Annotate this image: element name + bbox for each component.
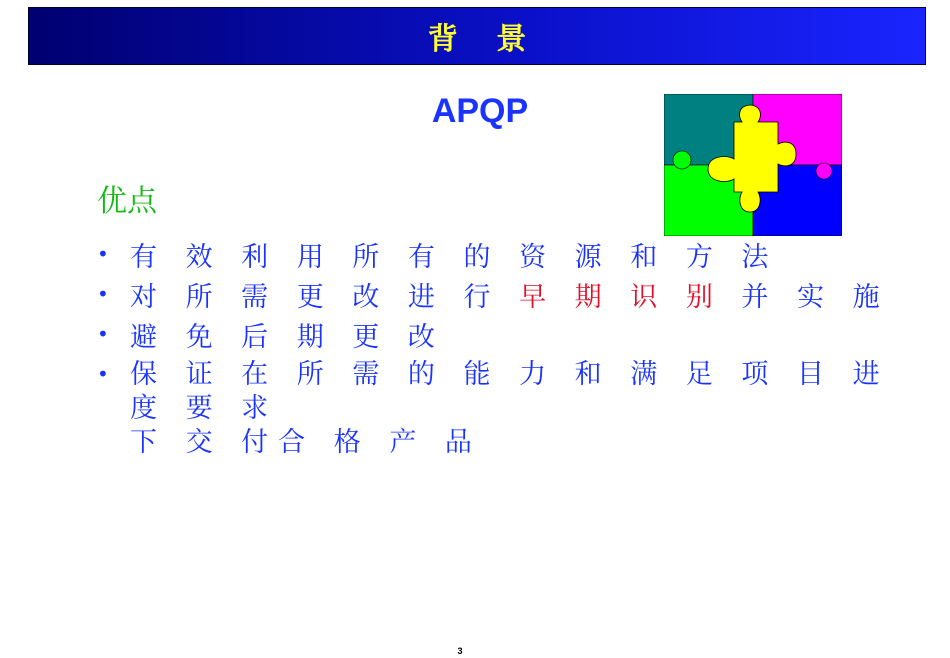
bullet-text-after: 并 实 施 <box>722 282 890 313</box>
page-number: 3 <box>457 646 463 656</box>
bullet-item <box>95 358 895 460</box>
bullet-text: 避 免 后 期 更 改 <box>130 322 445 353</box>
bullet-item <box>95 278 895 318</box>
bullet-dot-icon: • <box>97 282 109 306</box>
bullet-dot-icon: • <box>97 322 109 346</box>
section-heading: 优点 <box>97 184 157 219</box>
bullet-text: 有 效 利 用 所 有 的 资 源 和 方 法 <box>130 242 779 273</box>
bullet-highlight: 早 期 识 别 <box>519 282 723 313</box>
subtitle: APQP <box>431 92 529 130</box>
bullet-item <box>95 238 895 278</box>
bullet-item <box>95 318 895 358</box>
bullet-text-before: 对 所 需 更 改 进 行 <box>130 282 520 313</box>
bullet-dot-icon: • <box>97 362 109 386</box>
puzzle-knob-magenta <box>816 163 832 179</box>
bullet-text-line2: 下 交 付合 格 产 品 <box>130 427 482 458</box>
bullet-dot-icon: • <box>97 242 109 266</box>
title-bar <box>28 7 926 65</box>
slide-title: 背 景 <box>427 22 541 57</box>
puzzle-knob-green <box>673 151 691 169</box>
bullet-list <box>95 238 895 460</box>
bullet-text-line1: 保 证 在 所 需 的 能 力 和 满 足 项 目 进 度 要 求 <box>130 359 890 424</box>
puzzle-image <box>664 94 842 236</box>
